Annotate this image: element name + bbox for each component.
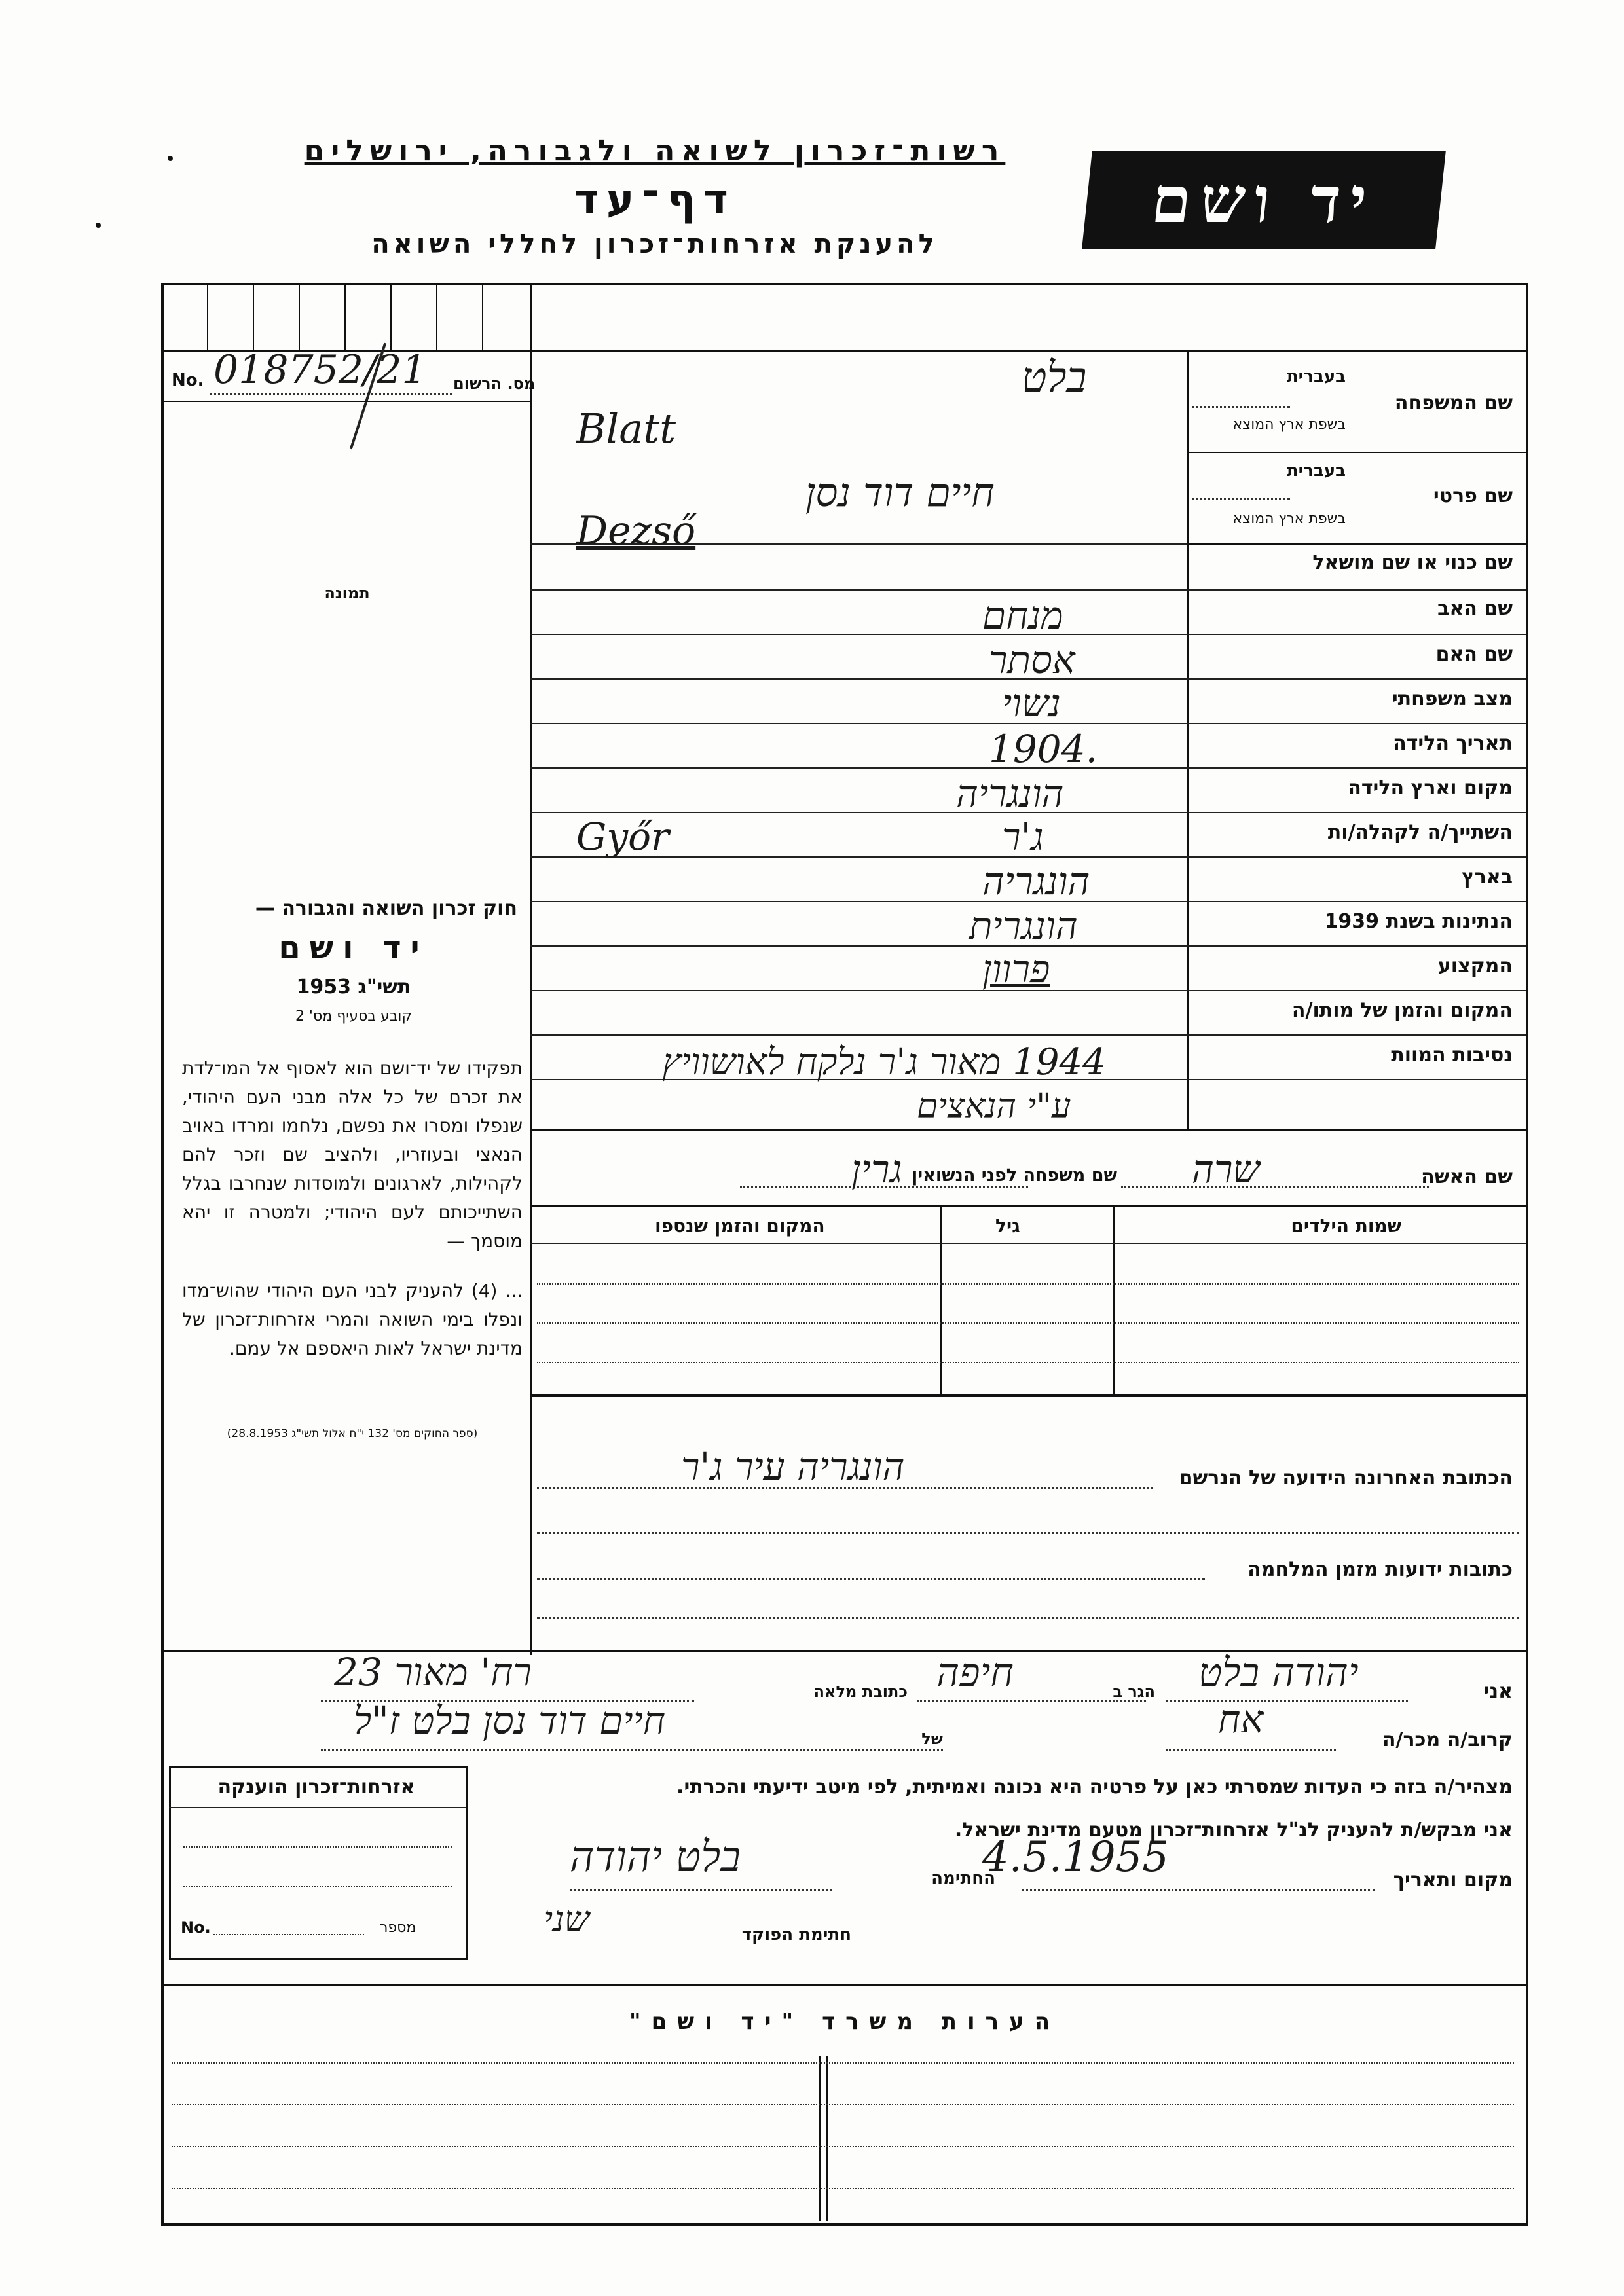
law-name: יד ושם <box>278 930 429 966</box>
notes-divider <box>819 2056 821 2221</box>
occupation-label: המקצוע <box>1437 955 1513 977</box>
country-label: בארץ <box>1461 866 1513 888</box>
wife-value: שרה <box>1192 1147 1260 1192</box>
name-line <box>1192 498 1290 500</box>
divider <box>390 283 392 350</box>
divider <box>299 283 300 350</box>
citizenship-box-line <box>183 1846 452 1848</box>
name-line <box>1192 406 1290 408</box>
notes-line <box>172 2104 1514 2105</box>
last-address-label: הכתובת האחרונה הידועה של הנרשם <box>1179 1467 1513 1489</box>
occupation-value: פרוון <box>982 947 1050 991</box>
death-circumstances-label: נסיבות המוות <box>1391 1044 1513 1066</box>
law-footnote: (ספר החוקים מס' 132 י"ח אלול תשי"ג 28.8.1953) <box>227 1427 478 1440</box>
row-divider <box>530 1394 1526 1397</box>
full-address-value: רח' מאור 23 <box>334 1650 532 1694</box>
signature-label: החתימה <box>931 1868 995 1888</box>
of-line <box>321 1749 943 1751</box>
citizenship-label: הנתינות בשנת 1939 <box>1324 910 1513 933</box>
mother-value: אסתר <box>989 638 1075 682</box>
divider <box>344 283 346 350</box>
children-col-divider <box>1113 1205 1115 1394</box>
family-name-label: שם המשפחה <box>1394 392 1513 414</box>
country-value: הונגריה <box>982 859 1090 903</box>
divider <box>207 283 208 350</box>
maiden-name-label: שם משפחה לפני הנשואין <box>911 1165 1117 1186</box>
stray-dot <box>168 156 173 161</box>
row-divider <box>530 1205 1526 1207</box>
row-divider <box>1187 452 1526 453</box>
notes-line <box>172 2146 1514 2147</box>
wartime-line <box>537 1578 1205 1580</box>
registration-number: 018752/21 <box>213 347 427 393</box>
declarant-line <box>1166 1700 1408 1702</box>
row-divider <box>530 1129 1526 1131</box>
nickname-label: שם כנוי או שם מושאל <box>1312 551 1513 574</box>
family-name-origin: Blatt <box>576 405 676 452</box>
first-name-hebrew: חיים דוד נסן <box>805 470 995 516</box>
citizenship-no-label: No. <box>181 1918 211 1937</box>
notes-divider <box>826 2056 828 2221</box>
children-row <box>537 1362 1519 1363</box>
declaration-request: אני מבקש/ת להעניק לנ"ל אזרחות־זכרון מטעם מדינת ישראל. <box>954 1819 1513 1842</box>
row-divider <box>530 1034 1526 1036</box>
relation-value: אח <box>1218 1697 1264 1741</box>
marital-status-value: נשוי <box>1002 681 1061 725</box>
place-date-line <box>1022 1889 1375 1891</box>
divider <box>161 401 530 402</box>
authority-title: רשות־זכרון לשואה ולגבורה, ירושלים <box>304 134 1006 168</box>
resides-label: הגר ב <box>1113 1683 1155 1701</box>
address-line <box>537 1532 1519 1534</box>
photo-label: תמונה <box>324 584 370 602</box>
wartime-address-label: כתובות ידועות מזמן המלחמה <box>1247 1558 1513 1581</box>
death-place-value: 1944 מאור ג'ר נלקח לאושוויץ <box>662 1041 1106 1084</box>
notes-line <box>172 2062 1514 2064</box>
children-col-divider <box>940 1205 942 1394</box>
children-row <box>537 1322 1519 1324</box>
yad-vashem-logo <box>1082 151 1446 249</box>
mother-label: שם האם <box>1435 643 1513 666</box>
citizenship-value: הונגרית <box>969 903 1078 948</box>
divider <box>530 283 532 1655</box>
full-address-label: כתובת מלאה <box>813 1683 908 1701</box>
wife-line <box>1121 1186 1429 1188</box>
divider <box>1187 350 1189 1129</box>
children-place-header: המקום והזמן שנספו <box>655 1215 825 1237</box>
last-address-value: הונגריה עיר ג'ר <box>681 1444 905 1489</box>
wife-label: שם האשה <box>1421 1165 1513 1188</box>
citizenship-box-line <box>183 1886 452 1887</box>
community-origin: Győr <box>576 814 669 859</box>
logo-text: יד ושם <box>1148 162 1380 237</box>
marital-status-label: מצב משפחתי <box>1392 687 1513 710</box>
relation-label: קרוב/ה מכר/ה <box>1382 1728 1513 1751</box>
birth-place-value: הונגריה <box>956 771 1064 816</box>
first-name-origin: Dezső <box>576 508 696 554</box>
father-value: מנחם <box>982 593 1063 638</box>
family-name-hebrew: בלט <box>1022 354 1087 402</box>
signature-value: בלט יהודה <box>570 1833 741 1882</box>
first-name-label: שם פרטי <box>1433 484 1513 507</box>
children-age-header: גיל <box>995 1215 1020 1237</box>
children-names-header: שמות הילדים <box>1291 1215 1401 1237</box>
hebrew-label: בעברית <box>1286 367 1346 386</box>
community-label: השתייך/ה לקהלה/ות <box>1327 821 1513 844</box>
hebrew-label: בעברית <box>1286 461 1346 481</box>
of-value: חיים דוד נסן בלט ז"ל <box>354 1698 666 1743</box>
officer-signature-value: שני <box>544 1899 589 1940</box>
officer-signature-label: חתימת הפוקד <box>741 1925 851 1944</box>
resides-line <box>917 1700 1146 1702</box>
law-year: תשי"ג 1953 <box>296 975 411 998</box>
death-circumstances-value: ע"י הנאצים <box>917 1087 1071 1126</box>
declarant-name: יהודה בלט <box>1198 1650 1359 1696</box>
law-text-2: ... (4) להעניק לבני העם היהודי שהוש־מדו ונפלו בימי השואה והמרי אזרחות־זכרון של מדינת ישראל לאות היאספם אל עמם. <box>182 1280 523 1359</box>
law-title: חוק זכרון השואה והגבורה — <box>255 897 517 920</box>
declaration-statement: מצהיר/ה בזה כי העדות שמסרתי כאן על פרטיה היא נכונה ואמיתית, לפי מיטב ידיעתי והכרתי. <box>676 1776 1513 1798</box>
maiden-value: גרין <box>851 1147 902 1192</box>
citizenship-granted-title: אזרחות־זכרון הוענקה <box>217 1776 415 1798</box>
divider <box>482 283 483 350</box>
registration-label: מס. הרשום <box>453 374 536 393</box>
law-text-1: תפקידו של יד־ושם הוא לאסוף אל המו־לדת את זכרם של כל אלה מבני העם היהודי, שנפלו ומסרו את נפשם, נלחמו ומרדו באויב הנאצי ובעוזריו, ולהציב שם וזכר להם לקהילות, לארגונים ולמוסדות שנחרבו בגלל השתייכותם לעם היהודי; ולמטרה זו יהא מוסמך — <box>182 1057 523 1252</box>
divider <box>436 283 437 350</box>
birth-place-label: מקום וארץ הלידה <box>1348 776 1513 799</box>
community-value: ג'ר <box>1002 814 1044 859</box>
office-notes-title: הערות משרד "יד ושם" <box>629 2009 1061 2035</box>
law-clause: קובע בסעיף מס' 2 <box>295 1008 413 1025</box>
origin-language-label: בשפת ארץ המוצא <box>1232 416 1346 433</box>
row-divider <box>1187 543 1526 545</box>
divider <box>253 283 254 350</box>
no-line <box>210 393 452 395</box>
notes-line <box>172 2188 1514 2189</box>
form-subtitle: להענקת אזרחות־זכרון לחללי השואה <box>371 229 938 259</box>
form-title: דף־עד <box>574 175 736 224</box>
signature-line <box>570 1889 832 1891</box>
birth-date-value: 1904. <box>989 727 1098 771</box>
address-line <box>537 1617 1519 1619</box>
citizenship-no-line <box>213 1934 364 1935</box>
citizenship-mispar-label: מספר <box>380 1920 416 1936</box>
citizenship-box-divider <box>169 1807 466 1808</box>
father-label: שם האב <box>1437 597 1513 620</box>
origin-language-label: בשפת ארץ המוצא <box>1232 511 1346 527</box>
place-date-label: מקום ותאריך <box>1393 1868 1513 1891</box>
of-label: של <box>921 1730 943 1748</box>
stray-dot <box>96 223 101 228</box>
section-divider <box>161 1984 1526 1986</box>
resides-value: חיפה <box>936 1650 1014 1696</box>
death-place-label: המקום והזמן של מותו/ה <box>1291 999 1513 1022</box>
relation-line <box>1166 1749 1336 1751</box>
row-divider <box>530 589 1526 591</box>
birth-date-label: תאריך הלידה <box>1393 732 1513 755</box>
place-date-value: 4.5.1955 <box>982 1833 1169 1882</box>
children-header-line <box>530 1243 1526 1244</box>
children-row <box>537 1283 1519 1285</box>
no-label: No. <box>172 371 204 390</box>
declarant-label: אני <box>1483 1680 1513 1703</box>
